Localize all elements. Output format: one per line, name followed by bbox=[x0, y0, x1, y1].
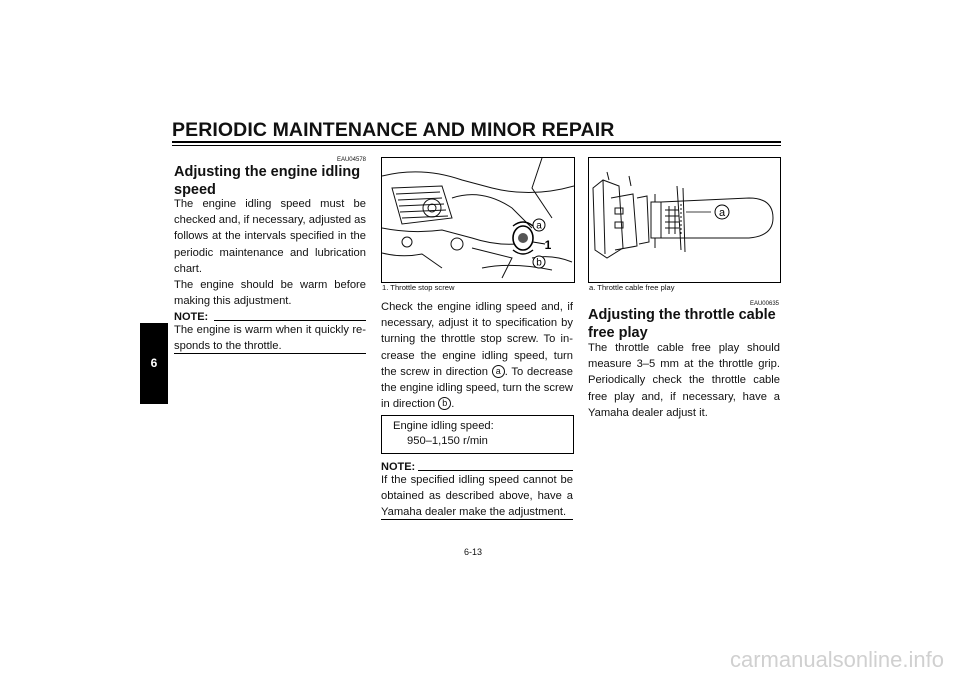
chapter-tab: 6 bbox=[140, 323, 168, 404]
idling-adjust-text-end: . bbox=[451, 398, 455, 411]
note-label: NOTE: bbox=[174, 311, 209, 323]
page-number: 6-13 bbox=[464, 547, 483, 557]
idling-adjust-text-mid: . To decrease the engine idling speed, turn the screw in direction bbox=[381, 365, 573, 411]
note-end-rule bbox=[174, 353, 366, 354]
spec-value: 950–1,150 r/min bbox=[407, 435, 488, 447]
idling-intro-text bbox=[174, 196, 366, 309]
direction-a-marker: a bbox=[492, 365, 505, 378]
figure-label-a: a bbox=[536, 220, 542, 232]
figure-caption-throttle-stop-screw: 1. Throttle stop screw bbox=[382, 283, 455, 292]
watermark: carmanualsonline.info bbox=[729, 647, 944, 672]
header-rule bbox=[172, 141, 781, 143]
header-rule-thin bbox=[172, 145, 781, 146]
throttle-cable-text: The throttle cable free play should measure 3–5 mm at the throttle grip. Periodically check the throttle cable free play and, if necessary, have a Yamaha dealer adjust it. bbox=[588, 342, 780, 419]
spec-label: Engine idling speed: bbox=[393, 420, 494, 432]
idling-adjust-text-start: Check the engine idling speed and, if necessary, adjust it to specification by turning the throttle stop screw. To in-crease the engine idling speed, turn the screw in direction bbox=[381, 301, 573, 378]
section-heading-throttle-cable: Adjusting the throttle cable free play bbox=[588, 307, 776, 341]
note-text-2: If the specified idling speed cannot be obtained as described above, have a Yamaha dealer make the adjustment. bbox=[381, 474, 573, 519]
figure-label-a-2: a bbox=[718, 207, 726, 219]
section-heading-idling: Adjusting the engine idling speed bbox=[174, 164, 361, 198]
idling-adjust-text bbox=[381, 299, 573, 412]
figure-label-b: b bbox=[536, 257, 542, 269]
spec-box bbox=[381, 415, 574, 454]
note-rule bbox=[214, 320, 366, 321]
throttle-grip-figure bbox=[588, 157, 781, 283]
note-end-rule-2 bbox=[381, 519, 573, 520]
figure-label-1: 1 bbox=[544, 238, 552, 252]
idling-para-1: The engine idling speed must be checked and, if necessary, adjusted as follows at the intervals specified in the periodic maintenance and lubrication chart. bbox=[174, 198, 366, 275]
note-rule-2 bbox=[418, 470, 573, 471]
section-code: EAU04578 bbox=[336, 157, 366, 163]
section-code-2: EAU00635 bbox=[749, 301, 779, 307]
note-label-2: NOTE: bbox=[381, 461, 416, 473]
figure-caption-throttle-cable-free-play: a. Throttle cable free play bbox=[589, 283, 675, 292]
idling-para-2: The engine should be warm before making this adjustment. bbox=[174, 279, 366, 308]
throttle-stop-screw-illustration bbox=[382, 158, 574, 282]
page-header-title: PERIODIC MAINTENANCE AND MINOR REPAIR bbox=[172, 119, 615, 141]
engine-figure bbox=[381, 157, 575, 283]
direction-b-marker: b bbox=[438, 397, 451, 410]
note-text: The engine is warm when it quickly re-sponds to the throttle. bbox=[174, 324, 366, 353]
throttle-grip-illustration bbox=[589, 158, 780, 282]
